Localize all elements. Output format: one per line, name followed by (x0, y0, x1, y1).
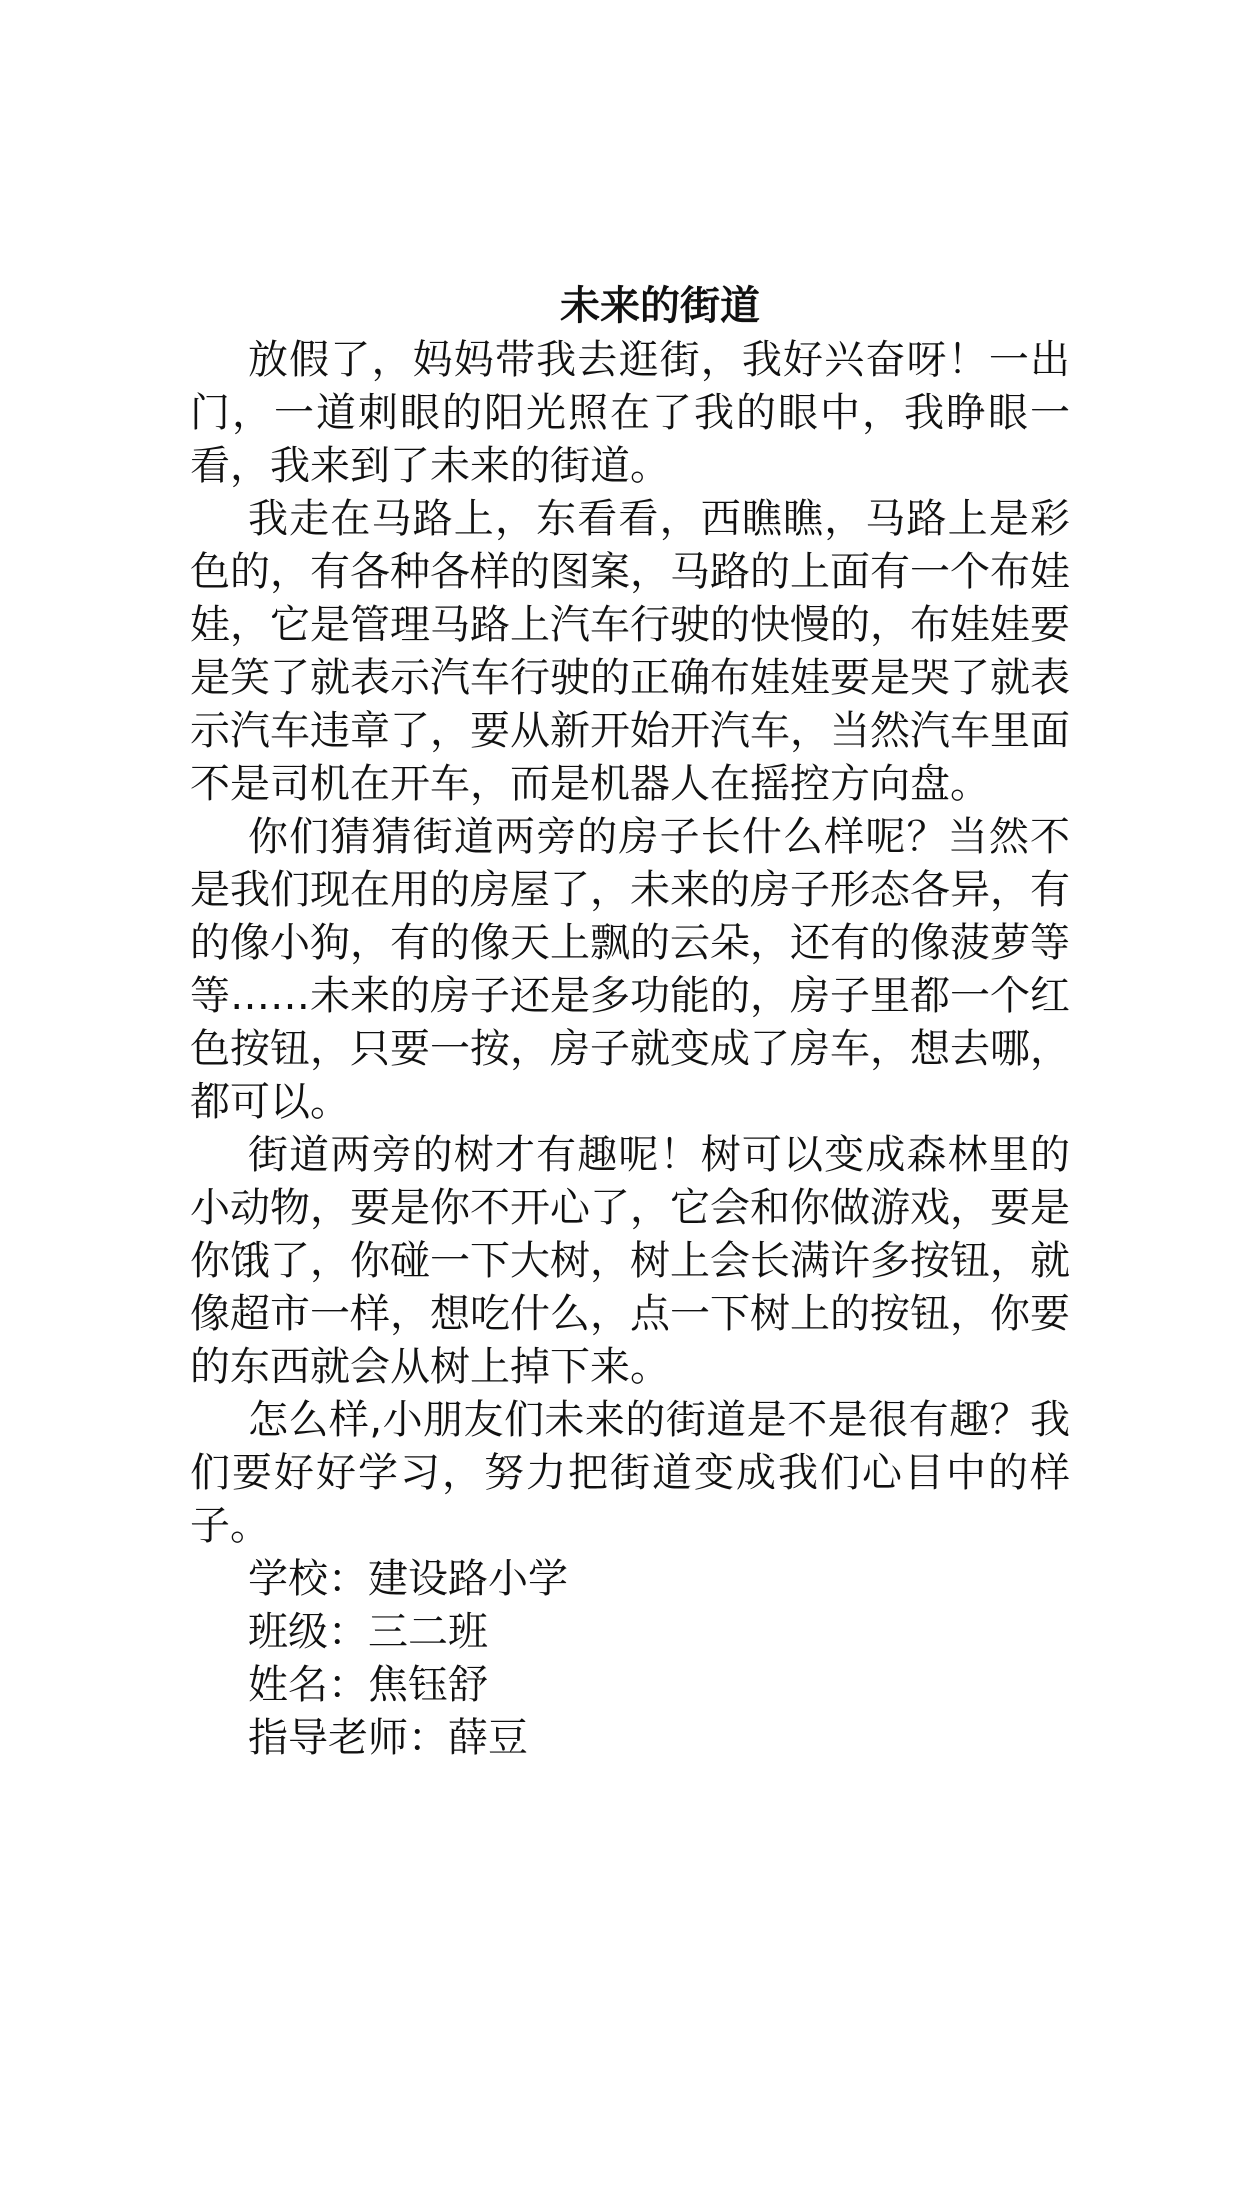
school-line: 学校：建设路小学 (248, 1556, 568, 1602)
essay-paragraph-3: 你们猜猜街道两旁的房子长什么样呢？当然不是我们现在用的房屋了，未来的房子形态各异，有的像小狗，有的像天上飘的云朵，还有的像菠萝等等……未来的房子还是多功能的，房子里都一个红色按钮，只要一按，房子就变成了房车，想去哪，都可以。 (190, 814, 1070, 1125)
essay-title: 未来的街道 (560, 283, 760, 329)
student-name-line: 姓名：焦钰舒 (248, 1662, 488, 1708)
class-line: 班级：三二班 (248, 1609, 488, 1655)
essay-paragraph-2: 我走在马路上，东看看，西瞧瞧，马路上是彩色的，有各种各样的图案，马路的上面有一个布娃娃，它是管理马路上汽车行驶的快慢的，布娃娃要是笑了就表示汽车行驶的正确布娃娃要是哭了就表示汽车违章了，要从新开始开汽车，当然汽车里面不是司机在开车，而是机器人在摇控方向盘。 (190, 496, 1070, 807)
essay-paragraph-1: 放假了，妈妈带我去逛街，我好兴奋呀！一出门，一道刺眼的阳光照在了我的眼中，我睁眼一看，我来到了未来的街道。 (190, 337, 1070, 489)
essay-paragraph-4: 街道两旁的树才有趣呢！树可以变成森林里的小动物，要是你不开心了，它会和你做游戏，要是你饿了，你碰一下大树，树上会长满许多按钮，就像超市一样，想吃什么，点一下树上的按钮，你要的东西就会从树上掉下来。 (190, 1132, 1070, 1390)
teacher-line: 指导老师：薛豆 (248, 1715, 528, 1761)
essay-paragraph-5: 怎么样,小朋友们未来的街道是不是很有趣？我们要好好学习，努力把街道变成我们心目中的样子。 (190, 1397, 1070, 1549)
essay-document (190, 280, 1070, 1765)
